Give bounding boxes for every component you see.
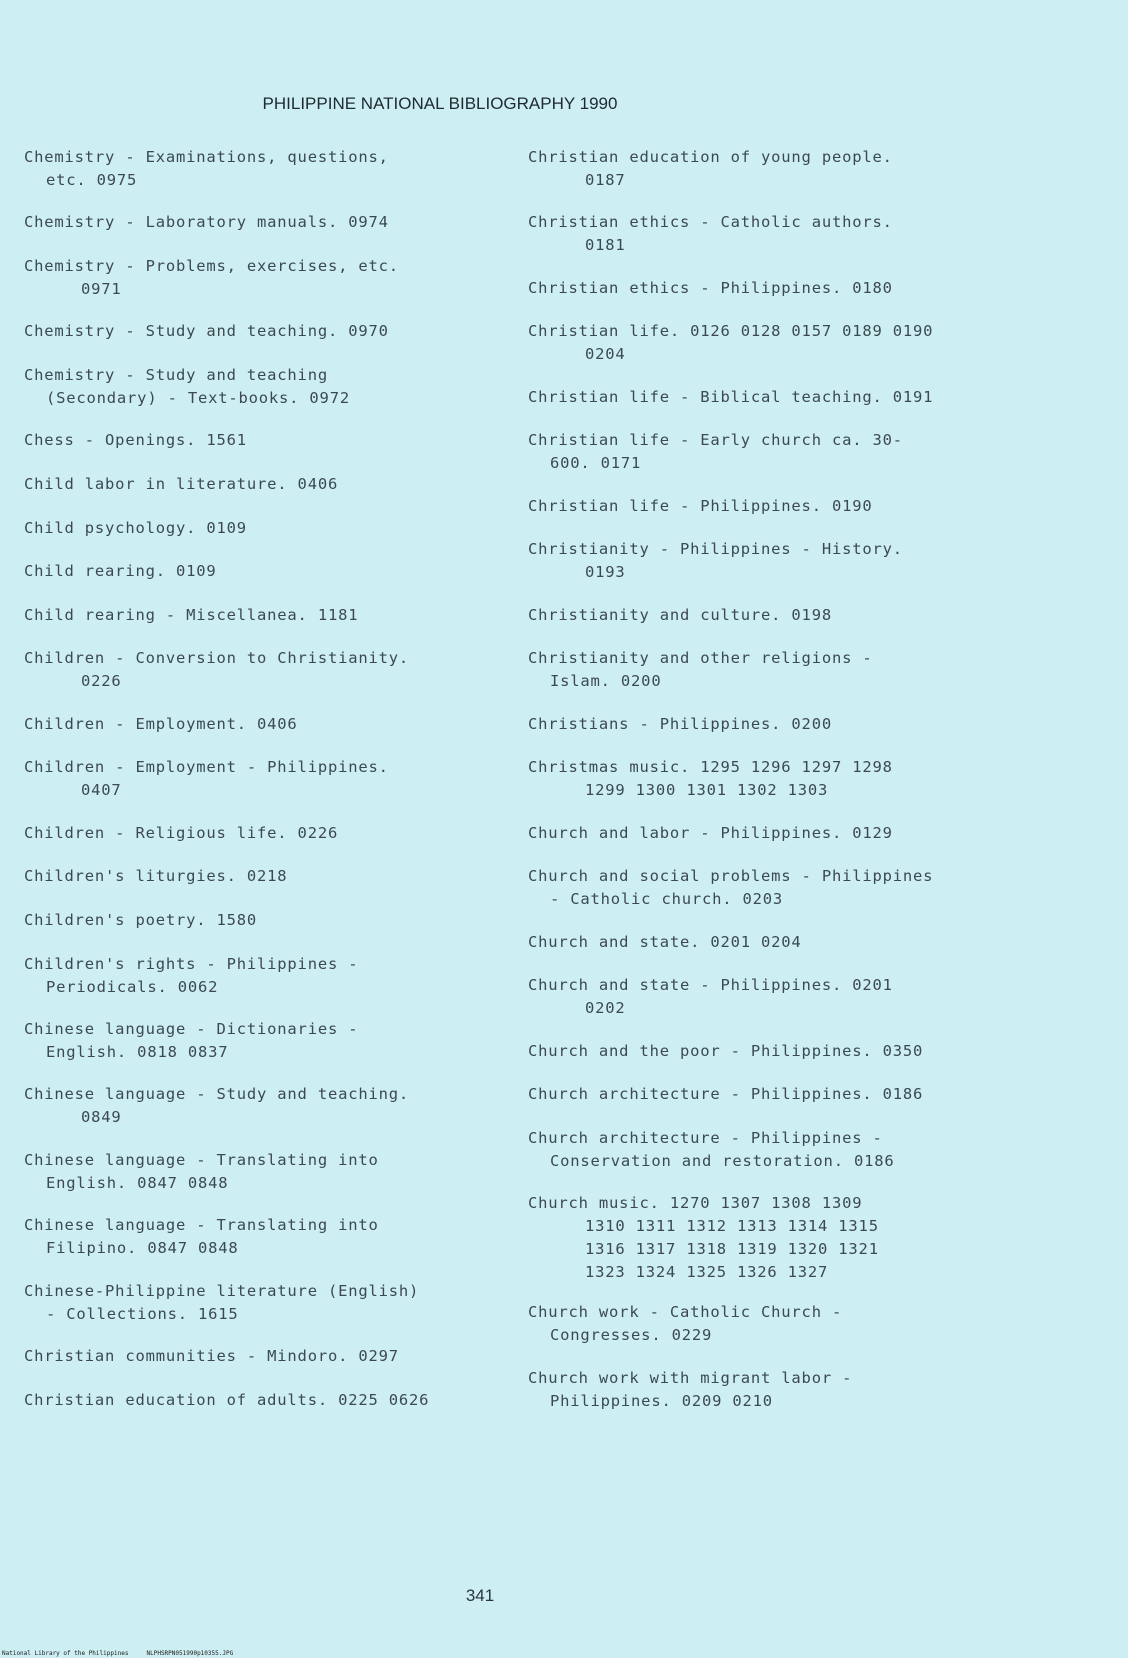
index-entry-line: Christian life - Biblical teaching. 0191 — [528, 387, 934, 406]
index-entry-line: Church work with migrant labor - — [528, 1368, 853, 1387]
index-entry-line: Church and the poor - Philippines. 0350 — [528, 1041, 924, 1060]
index-entry-line: Church architecture - Philippines - — [528, 1129, 883, 1147]
index-entry-line: Chinese language - Study and teaching. — [24, 1085, 410, 1104]
index-entry-line: Church and labor - Philippines. 0129 — [528, 823, 893, 842]
page-number: 341 — [465, 1586, 495, 1605]
index-entry — [528, 1040, 923, 1063]
index-entry-line: Christians - Philippines. 0200 — [528, 714, 832, 733]
index-entry-line: Christian ethics - Philippines. 0180 — [528, 278, 893, 297]
index-entry — [24, 1214, 379, 1260]
index-entry-line: Christianity and culture. 0198 — [528, 605, 832, 624]
index-entry-line: Christianity - Philippines - History. — [528, 540, 903, 559]
index-entry-line: Filipino. 0847 0848 — [46, 1239, 239, 1258]
index-entry — [24, 604, 358, 627]
index-entry-line: - Catholic church. 0203 — [550, 890, 784, 909]
index-entry-line: English. 0818 0837 — [46, 1043, 229, 1061]
scan-footer: National Library of the Philippines NLPHSRPN051990p10355.JPG — [2, 1650, 234, 1657]
index-entry-line: 600. 0171 — [550, 454, 642, 473]
index-entry-line: Chemistry - Study and teaching — [24, 366, 328, 384]
index-entry-line: 0971 — [81, 280, 122, 298]
index-entry — [528, 495, 872, 518]
index-entry-line: 0181 — [585, 236, 626, 255]
index-entry-line: 0187 — [585, 171, 626, 189]
index-entry — [528, 386, 933, 409]
index-entry-line: Conservation and restoration. 0186 — [550, 1152, 895, 1170]
index-entry — [24, 756, 389, 802]
index-entry-line: Philippines. 0209 0210 — [550, 1391, 773, 1410]
index-entry — [24, 865, 287, 888]
index-entry-line: Chinese language - Dictionaries - — [24, 1020, 359, 1038]
index-entry — [528, 713, 832, 736]
index-entry — [24, 429, 247, 452]
index-entry — [528, 604, 832, 627]
index-entry-line: Children's liturgies. 0218 — [24, 867, 288, 886]
index-entry-line: Christian communities - Mindoro. 0297 — [24, 1347, 399, 1365]
index-entry-line: Chemistry - Laboratory manuals. 0974 — [24, 213, 389, 232]
index-entry — [24, 255, 399, 301]
index-entry-line: Christian ethics - Catholic authors. — [528, 213, 893, 232]
index-entry — [24, 953, 358, 999]
index-entry — [24, 1280, 419, 1326]
index-entry-line: Christianity and other religions - — [528, 649, 873, 668]
index-entry — [24, 211, 389, 234]
index-entry — [24, 909, 257, 932]
index-entry — [528, 865, 933, 911]
index-entry — [528, 277, 893, 300]
index-entry-line: 0204 — [585, 345, 626, 364]
index-entry-line: Church and state - Philippines. 0201 — [528, 976, 893, 995]
index-entry-line: Christian life - Early church ca. 30- — [528, 431, 903, 450]
index-entry — [24, 364, 350, 410]
index-entry-line: Child rearing - Miscellanea. 1181 — [24, 605, 359, 624]
page-title: PHILIPPINE NATIONAL BIBLIOGRAPHY 1990 — [262, 94, 618, 113]
index-entry — [24, 1018, 358, 1064]
index-entry-line: English. 0847 0848 — [46, 1173, 229, 1192]
index-entry — [528, 931, 802, 954]
index-entry-line: Child labor in literature. 0406 — [24, 475, 339, 493]
index-entry-line: 0849 — [81, 1108, 122, 1127]
index-entry — [528, 1127, 894, 1173]
index-entry — [528, 1083, 923, 1106]
index-entry — [24, 517, 247, 540]
index-entry-line: Christian education of young people. — [528, 148, 893, 166]
index-entry — [24, 1345, 399, 1368]
index-entry — [24, 713, 298, 736]
index-entry — [528, 1367, 852, 1413]
index-entry-line: Children - Employment - Philippines. — [24, 758, 389, 777]
index-entry-line: 0202 — [585, 999, 626, 1018]
index-entry — [24, 473, 338, 496]
index-entry-line: Children - Conversion to Christianity. — [24, 649, 410, 668]
index-entry-line: Chemistry - Problems, exercises, etc. — [24, 257, 399, 275]
index-entry-line: Child rearing. 0109 — [24, 562, 217, 581]
index-entry-line: Chinese language - Translating into — [24, 1216, 379, 1235]
index-entry-line: 1310 1311 1312 1313 1314 1315 — [585, 1217, 879, 1236]
index-entry-line: 1316 1317 1318 1319 1320 1321 — [585, 1240, 879, 1259]
index-entry — [528, 1301, 842, 1347]
index-entry-line: Church work - Catholic Church - — [528, 1303, 843, 1322]
index-entry — [528, 974, 893, 1020]
index-entry — [24, 647, 409, 693]
index-entry — [528, 1192, 879, 1284]
index-entry-line: Children - Religious life. 0226 — [24, 823, 339, 842]
index-entry — [24, 1389, 429, 1412]
index-entry-line: 0193 — [585, 563, 626, 582]
index-entry — [528, 822, 893, 845]
index-entry-line: Christian life - Philippines. 0190 — [528, 496, 873, 515]
index-entry — [24, 822, 338, 845]
index-entry — [528, 647, 872, 693]
index-entry-line: - Collections. 1615 — [46, 1304, 239, 1323]
index-entry-line: Chinese language - Translating into — [24, 1150, 379, 1169]
index-entry-line: Christian life. 0126 0128 0157 0189 0190 — [528, 322, 934, 341]
index-entry-line: Christian education of adults. 0225 0626 — [24, 1390, 430, 1409]
index-entry-line: etc. 0975 — [46, 171, 138, 189]
index-entry-line: 1299 1300 1301 1302 1303 — [585, 781, 829, 800]
index-entry-line: Children's rights - Philippines - — [24, 954, 359, 973]
index-entry — [24, 146, 389, 192]
index-entry — [528, 756, 893, 802]
index-entry-line: 0226 — [81, 672, 122, 691]
index-entry-line: Islam. 0200 — [550, 672, 662, 691]
index-entry — [528, 320, 933, 366]
index-entry-line: (Secondary) - Text-books. 0972 — [46, 389, 350, 407]
index-entry-line: Christmas music. 1295 1296 1297 1298 — [528, 758, 893, 777]
index-entry-line: Child psychology. 0109 — [24, 518, 247, 537]
index-entry-line: Church and state. 0201 0204 — [528, 932, 802, 951]
index-entry — [528, 211, 893, 257]
index-entry-line: 0407 — [81, 781, 122, 800]
index-entry — [24, 320, 389, 343]
index-entry-line: Congresses. 0229 — [550, 1326, 713, 1345]
index-entry-line: 1323 1324 1325 1326 1327 — [585, 1263, 829, 1282]
index-entry — [528, 146, 893, 192]
index-entry — [528, 429, 903, 475]
index-entry-line: Church music. 1270 1307 1308 1309 — [528, 1194, 863, 1213]
index-entry-line: Children - Employment. 0406 — [24, 714, 298, 733]
index-entry-line: Chemistry - Examinations, questions, — [24, 148, 389, 166]
index-entry-line: Chess - Openings. 1561 — [24, 431, 247, 450]
index-entry-line: Children's poetry. 1580 — [24, 911, 258, 929]
index-entry — [528, 538, 903, 584]
index-entry-line: Chemistry - Study and teaching. 0970 — [24, 322, 389, 341]
index-entry — [24, 1149, 379, 1195]
index-entry-line: Church architecture - Philippines. 0186 — [528, 1085, 924, 1104]
index-entry-line: Church and social problems - Philippines — [528, 867, 934, 886]
index-entry-line: Periodicals. 0062 — [46, 977, 219, 996]
index-entry — [24, 560, 217, 583]
index-entry — [24, 1083, 409, 1129]
index-entry-line: Chinese-Philippine literature (English) — [24, 1281, 420, 1300]
